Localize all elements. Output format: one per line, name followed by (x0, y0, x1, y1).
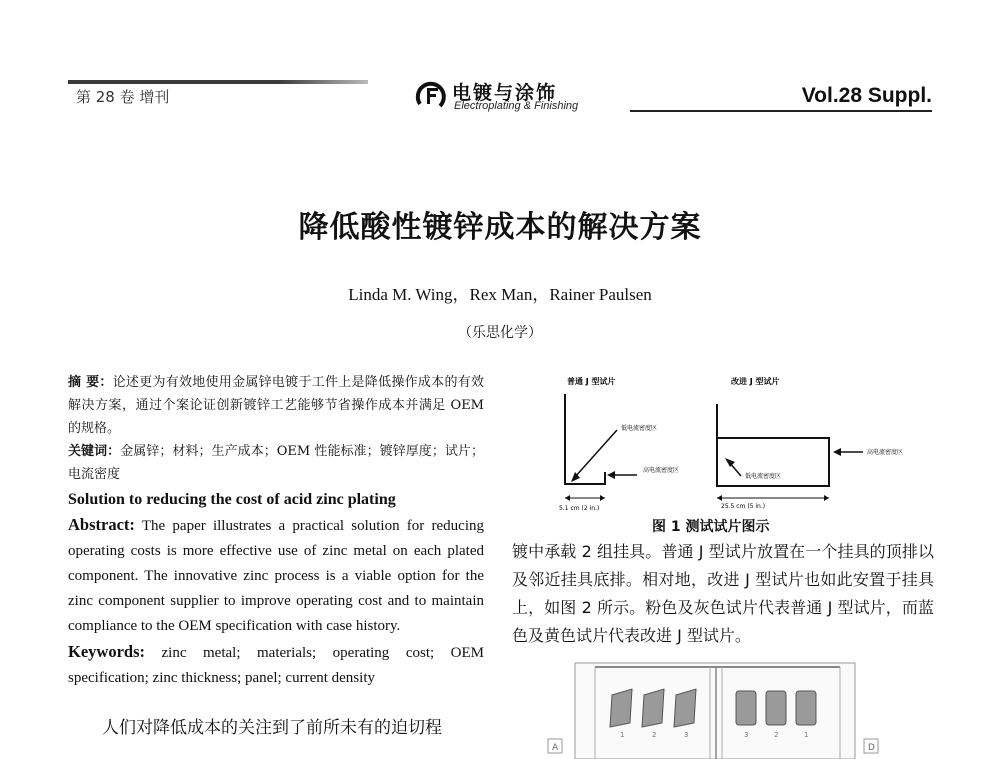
fig2-num: 1 (804, 731, 809, 739)
fig1-dim-left-arrow-a (565, 495, 570, 501)
abstract-en-label: Abstract: (68, 515, 135, 534)
fig2-panel (766, 691, 786, 725)
fig2-panel (736, 691, 756, 725)
header-rule (630, 110, 932, 112)
fig1-panel-left (565, 394, 605, 484)
fig1-dim-right-arrow-a (717, 495, 722, 501)
paper-affiliation: （乐思化学） (458, 325, 542, 341)
fig2-label-a: A (552, 743, 559, 753)
fig1-dim-left-label: 5.1 cm (2 in.) (559, 505, 600, 512)
left-column (68, 371, 484, 741)
fig2-num: 1 (620, 731, 625, 739)
volume-issue: 第 28 卷 增刊 (76, 88, 170, 106)
keywords-cn-text: 金属锌；材料；生产成本；OEM 性能标准；镀锌厚度；试片；电流密度 (68, 444, 484, 482)
journal-logo (414, 78, 614, 118)
header-bar (68, 80, 368, 84)
fig1-label-left: 普通 J 型试片 (567, 377, 616, 386)
figure-2 (540, 655, 890, 759)
abstract-en (68, 512, 484, 639)
body-text-right: 镀中承载 2 组挂具。普通 J 型试片放置在一个挂具的顶排以及邻近挂具底排。相对地，改进 J 型试片也如此安置于挂具上，如图 2 所示。粉色及灰色试片代表普通 J 型试片，而蓝色及黄色试片代表改进 J 型试片。 (512, 542, 934, 645)
fig2-panel (610, 689, 632, 727)
figure-1-caption: 图 1 测试试片图示 (652, 519, 770, 535)
abstract-cn-text: 论述更为有效地使用金属锌电镀于工件上是降低操作成本的有效解决方案，通过个案论证创新镀锌工艺能够节省操作成本并满足 OEM 的规格。 (68, 375, 484, 436)
fig1-annot-high-right: 高电流密度区 (643, 467, 680, 474)
fig1-label-right: 改进 J 型试片 (731, 377, 780, 386)
english-title: Solution to reducing the cost of acid zinc plating (68, 491, 396, 508)
journal-name-cn: 电镀与涂饰 (452, 82, 558, 104)
fig2-num: 2 (774, 731, 779, 739)
fig1-arrow-left-diag (575, 430, 617, 477)
fig1-dim-right-arrow-b (824, 495, 829, 501)
abstract-cn (68, 371, 484, 440)
fig2-num: 2 (652, 731, 657, 739)
fig1-annot-far-right: 高电流密度区 (867, 449, 904, 456)
fig1-annot-high-left: 低电流密度区 (621, 425, 658, 432)
fig1-dim-left-arrow-b (600, 495, 605, 501)
fig2-panel (796, 691, 816, 725)
body-text-left: 人们对降低成本的关注到了前所未有的迫切程 (102, 718, 442, 738)
figure-1 (545, 372, 945, 512)
journal-logo-icon (414, 78, 448, 112)
fig2-num: 3 (684, 731, 689, 739)
fig1-arrowhead-right-horiz (833, 448, 841, 456)
fig1-annot-low-right: 低电流密度区 (745, 473, 782, 480)
fig1-dim-right-label: 25.5 cm (5 in.) (721, 503, 766, 510)
fig1-arrowhead-left-horiz (607, 471, 615, 479)
keywords-en-label: Keywords: (68, 642, 145, 661)
running-header-left (68, 80, 368, 106)
fig2-num: 3 (744, 731, 749, 739)
fig1-arrowhead-right-diag (725, 458, 735, 467)
paper-title: 降低酸性镀锌成本的解决方案 (298, 210, 702, 245)
abstract-cn-label: 摘 要： (68, 375, 113, 390)
keywords-en (68, 639, 484, 691)
journal-name-en: Electroplating & Finishing (454, 100, 579, 112)
keywords-cn (68, 440, 484, 486)
fig2-panel (642, 689, 664, 727)
paper-authors: Linda M. Wing，Rex Man，Rainer Paulsen (348, 285, 652, 304)
abstract-en-text: The paper illustrates a practical solution for reducing operating costs is more effective use of zinc metal on each plated component. The innovative zinc process is a viable option for the zinc component supplier to improve operating cost and to maintain compliance to the OEM specification with case history. (68, 518, 484, 634)
keywords-en-text: zinc metal; materials; operating cost; OEM specification; zinc thickness; panel; current density (68, 645, 485, 686)
fig2-panel (674, 689, 696, 727)
running-header-right: Vol.28 Suppl. (801, 84, 932, 107)
keywords-cn-label: 关键词： (68, 444, 121, 459)
fig2-label-d: D (868, 743, 875, 753)
